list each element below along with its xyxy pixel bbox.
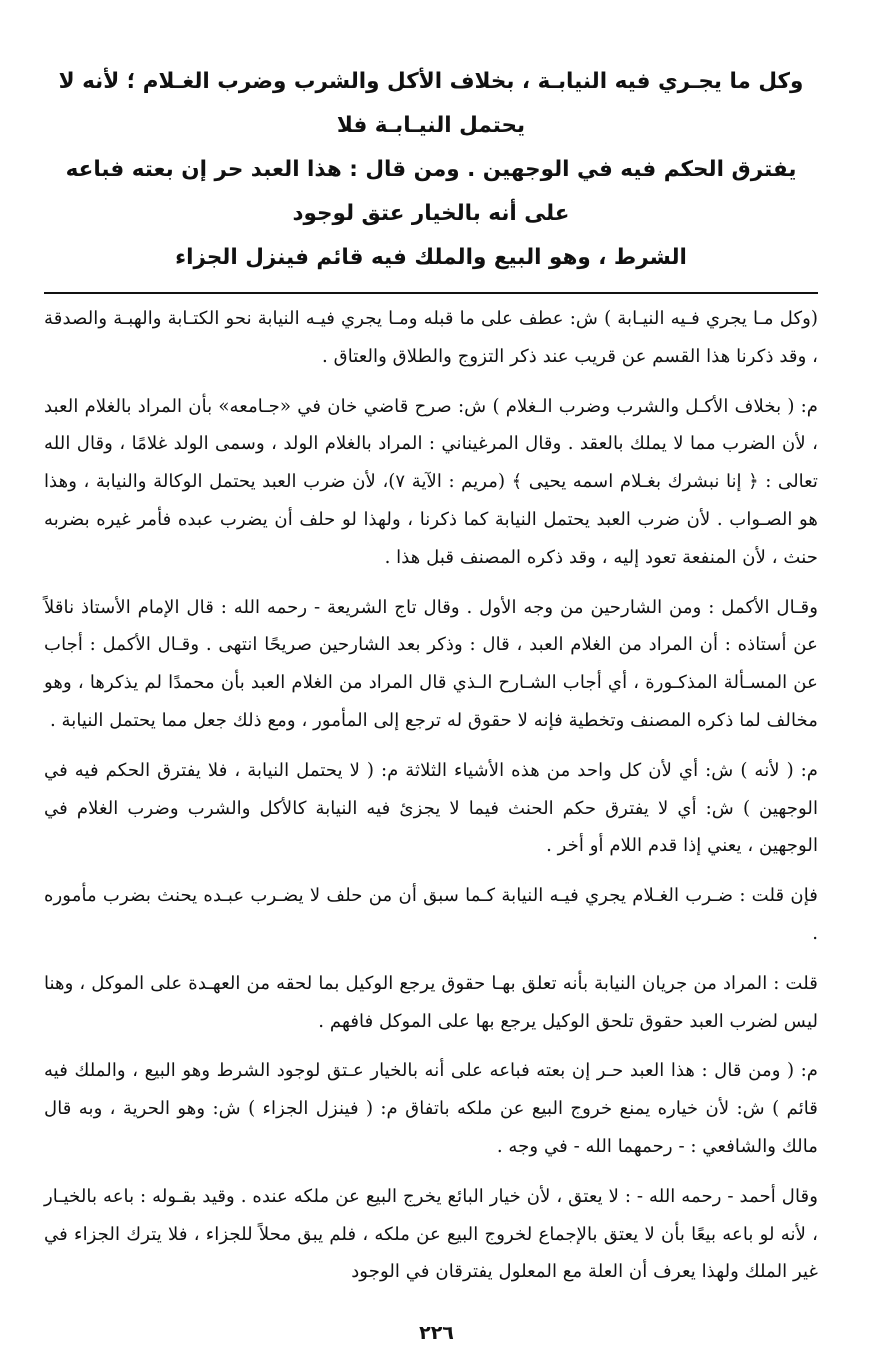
commentary-paragraph: م: ( ومن قال : هذا العبد حـر إن بعته فباعه على أنه بالخيار عـتق لوجود الشرط وهو البيع ، والملك فيه قائم ) ش: لأن خياره يمنع خروج البيع عن ملكه باتفاق م: ( فينزل الجزاء ) ش: وهو الحرية ، وبه قال مالك والشافعي : - رحمهما الله - في وجه . <box>44 1060 818 1157</box>
commentary-paragraph: (وكل مـا يجري فـيه النيـابة ) ش: عطف على ما قبله ومـا يجري فيـه النيابة نحو الكتـابة والهبـة والصدقة ، وقد ذكرنا هذا القسم عن قريب عند ذكر التزوج والطلاق والعتاق . <box>44 308 818 367</box>
commentary-paragraph: وقـال الأكمل : ومن الشارحين من وجه الأول . وقال تاج الشريعة - رحمه الله : قال الإمام الأستاذ ناقلاً عن أستاذه : أن المراد من الغلام العبد ، قال : وذكر بعد الشارحين صريحًا انتهى . وقـال الأكمل : أجاب عن المسـألة المذكـورة ، أي أجاب الشـارح الـذي قال المراد من الغلام العبد بأن محمدًا لم يذكرها ، وهو مخالف لما ذكره المصنف وتخطية فإنه لا حقوق له ترجع إلى المأمور ، ومع ذلك جعل مما يحتمل النيابة . <box>44 596 818 731</box>
matn-line: الشرط ، وهو البيع والملك فيه قائم فينزل الجزاء <box>175 245 687 270</box>
page-number: ٢٢٦ <box>419 1322 454 1344</box>
matn-line: يفترق الحكم فيه في الوجهين . ومن قال : هذا العبد حر إن بعته فباعه على أنه بالخيار عتق لوجود <box>65 157 797 226</box>
matn-text-block <box>44 60 818 280</box>
commentary-paragraph: قلت : المراد من جريان النيابة بأنه تعلق بهـا حقوق يرجع الوكيل بما لحقه من العهـدة على الموكل ، وهنا ليس لضرب العبد حقوق تلحق الوكيل يرجع بها على الموكل فافهم . <box>44 972 818 1032</box>
separator-rule <box>44 292 818 294</box>
page-content <box>44 60 818 1303</box>
commentary-paragraph: م: ( لأنه ) ش: أي لأن كل واحد من هذه الأشياء الثلاثة م: ( لا يحتمل النيابة ، فلا يفترق الحكم فيه في الوجهين ) ش: أي لا يفترق حكم الحنث فيما لا يجزئ فيه النيابة كالأكل والشرب وضرب الغلام في الوجهين ، يعني إذا قدم اللام أو أخر . <box>44 759 818 857</box>
commentary-paragraph: فإن قلت : ضـرب الغـلام يجري فيـه النيابة كـما سبق أن من حلف لا يضـرب عبـده يحنث بضرب مأموره . <box>44 885 818 944</box>
commentary-block <box>44 300 818 1291</box>
matn-line: وكل ما يجـري فيه النيابـة ، بخلاف الأكل والشرب وضرب الغـلام ؛ لأنه لا يحتمل النيـابـة فلا <box>58 69 804 138</box>
commentary-paragraph: م: ( بخلاف الأكـل والشرب وضرب الـغلام ) ش: صرح قاضي خان في «جـامعه» بأن المراد بالغلام العبد ، لأن الضرب مما لا يملك بالعقد . وقال المرغيناني : المراد بالغلام الولد ، وسمى الولد غلامًا ، وقال الله تعالى : ﴿ إنا نبشرك بغـلام اسمه يحيى ﴾ (مريم : الآية ٧)، لأن ضرب العبد يحتمل الوكالة والنيابة ، وهذا هو الصـواب . لأن ضرب العبد يحتمل النيابة كما ذكرنا ، ولهذا لو حلف أن يضرب عبده فأمر غيره بضربه حنث ، لأن المنفعة تعود إليه ، وقد ذكره المصنف قبل هذا . <box>44 395 818 568</box>
commentary-paragraph: وقال أحمد - رحمه الله - : لا يعتق ، لأن خيار البائع يخرج البيع عن ملكه عنده . وقيد بقـوله : باعه بالخيـار ، لأنه لو باعه بيعًا بأن لا يعتق بالإجماع لخروج البيع عن ملكه ، فلم يبق محلاً للجزاء ، فلا يترك الجزاء في غير الملك ولهذا يعرف أن العلة مع المعلول يفترقان في الوجود <box>44 1185 818 1283</box>
